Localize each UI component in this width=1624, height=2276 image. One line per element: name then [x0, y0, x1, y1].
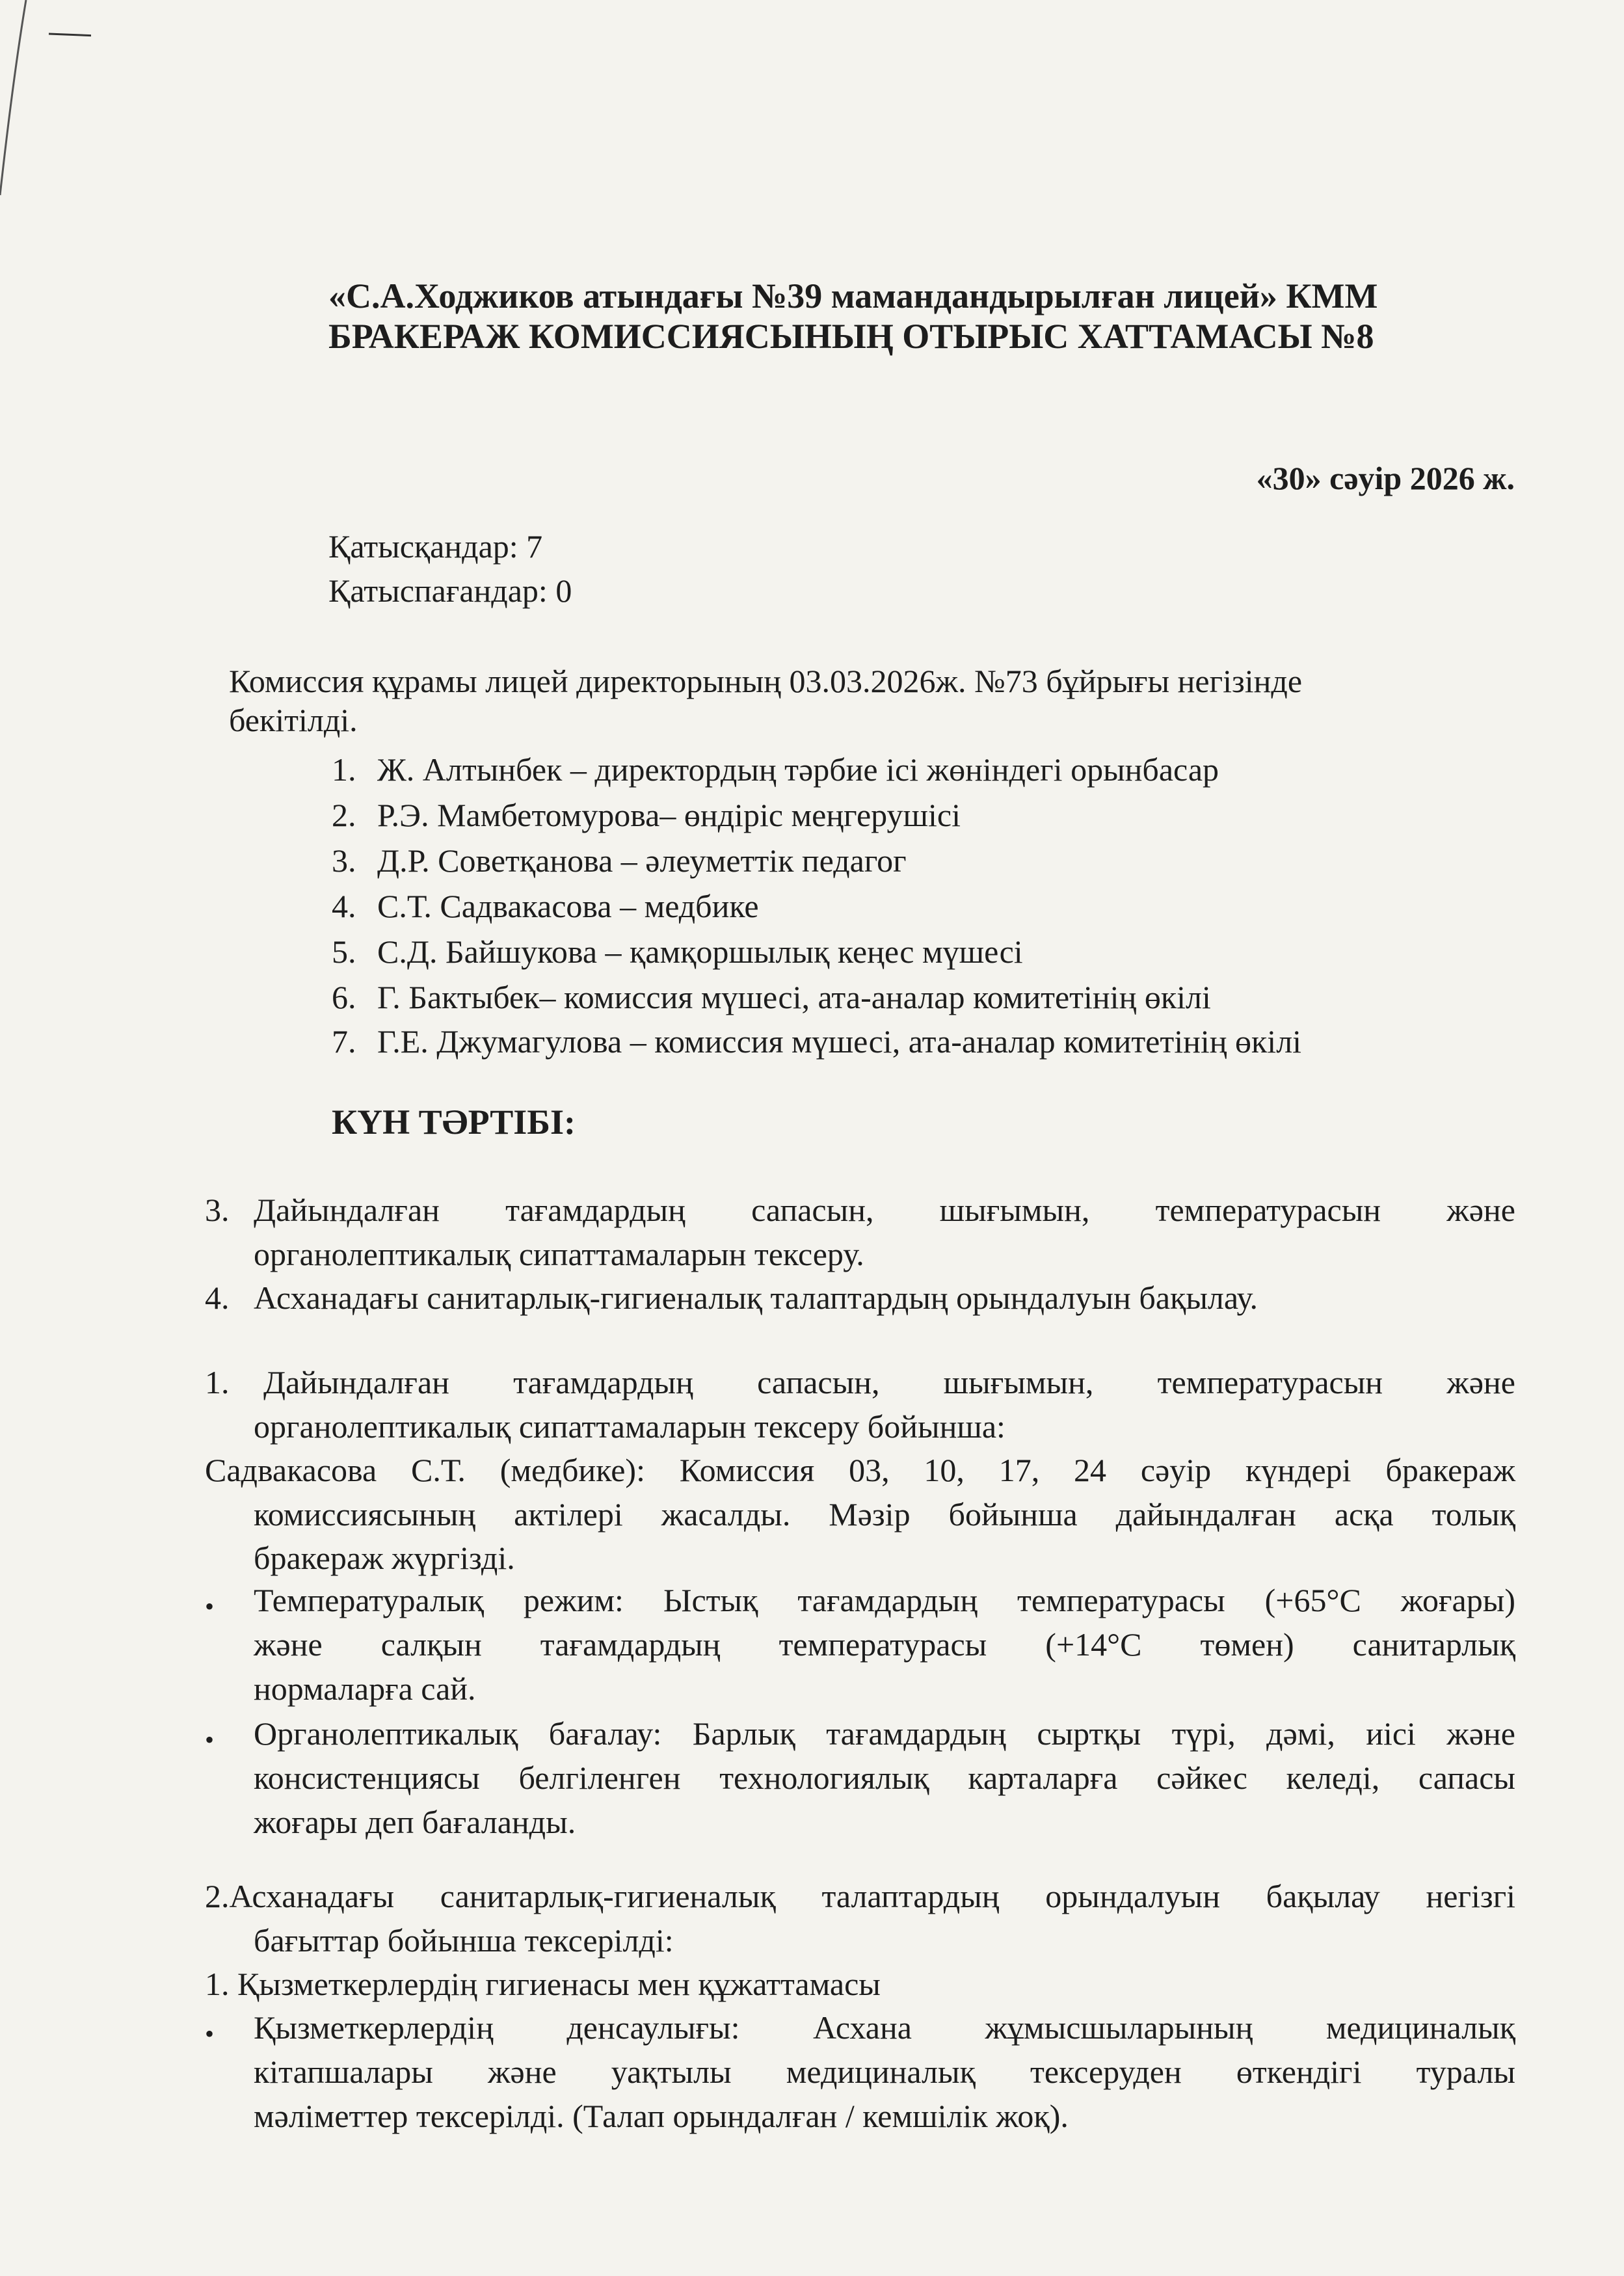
speaker-report-line3: бракераж жүргізді. [254, 1540, 515, 1576]
member-number: 2. [332, 797, 356, 833]
member-item: Ж. Алтынбек – директордың тәрбие ісі жөніндегі орынбасар [377, 751, 1219, 788]
absent-count: Қатыспағандар: 0 [328, 572, 572, 609]
section2-heading-line2: бағыттар бойынша тексерілді: [254, 1922, 674, 1959]
member-number: 3. [332, 842, 356, 879]
bullet-text-line: нормаларға сай. [254, 1670, 476, 1707]
member-number: 7. [332, 1023, 356, 1060]
member-item: Г.Е. Джумагулова – комиссия мүшесі, ата-аналар комитетінің өкілі [377, 1023, 1302, 1060]
bullet-text-line: кітапшалары және уақтылы медициналық тексеруден өткендігі туралы [254, 2054, 1515, 2090]
member-item: Д.Р. Советқанова – әлеуметтік педагог [377, 842, 907, 879]
protocol-title: БРАКЕРАЖ КОМИССИЯСЫНЫҢ ОТЫРЫС ХАТТАМАСЫ №8 [328, 317, 1374, 356]
agenda-item-line: органолептикалық сипаттамаларын тексеру. [254, 1236, 864, 1272]
member-number: 6. [332, 979, 356, 1015]
bullet-text-line: жоғары деп бағаланды. [254, 1804, 576, 1840]
agenda-item-number: 3. [205, 1192, 230, 1228]
bullet-text-line: және салқын тағамдардың температурасы (+14°C төмен) санитарлық [254, 1626, 1515, 1663]
bullet-icon: • [205, 2019, 215, 2048]
member-item: С.Т. Садвакасова – медбике [377, 888, 759, 924]
member-number: 1. [332, 751, 356, 788]
agenda-item-line: Асханадағы санитарлық-гигиеналық талаптардың орындалуын бақылау. [254, 1279, 1258, 1316]
agenda-item-number: 4. [205, 1279, 230, 1316]
composition-text-line1: Комиссия құрамы лицей директорының 03.03.2026ж. №73 бұйрығы негізінде [229, 663, 1303, 699]
speaker-report-line1: Садвакасова С.Т. (медбике): Комиссия 03, 10, 17, 24 сәуір күндері бракераж [205, 1452, 1515, 1488]
bullet-icon: • [205, 1725, 215, 1754]
section2-subheading: 1. Қызметкерлердің гигиенасы мен құжаттамасы [205, 1966, 881, 2002]
composition-text-line2: бекітілді. [229, 702, 358, 738]
member-item: С.Д. Байшукова – қамқоршылық кеңес мүшесі [377, 933, 1023, 970]
member-item: Р.Э. Мамбетомурова– өндіріс меңгерушісі [377, 797, 961, 833]
section1-heading-line2: органолептикалық сипаттамаларын тексеру бойынша: [254, 1408, 1005, 1445]
speaker-report-line2: комиссиясының актілері жасалды. Мәзір бойынша дайындалған асқа толық [254, 1496, 1515, 1533]
agenda-title: КҮН ТӘРТІБІ: [332, 1103, 576, 1142]
member-number: 4. [332, 888, 356, 924]
section-number: 1. [205, 1364, 230, 1400]
bullet-text-line: Органолептикалық бағалау: Барлық тағамдардың сыртқы түрі, дәмі, иісі және [254, 1715, 1515, 1752]
member-number: 5. [332, 933, 356, 970]
bullet-text-line: Қызметкерлердің денсаулығы: Асхана жұмысшыларының медициналық [254, 2009, 1515, 2046]
school-name-heading: «С.А.Ходжиков атындағы №39 мамандандырылған лицей» КММ [328, 276, 1378, 315]
section1-heading-line1: Дайындалған тағамдардың сапасын, шығымын, температурасын және [263, 1364, 1515, 1400]
bullet-icon: • [205, 1592, 215, 1621]
protocol-date: «30» сәуір 2026 ж. [1256, 460, 1515, 496]
bullet-text-line: консистенциясы белгіленген технологиялық карталарға сәйкес келеді, сапасы [254, 1760, 1515, 1796]
bullet-text-line: мәліметтер тексерілді. (Талап орындалған / кемшілік жоқ). [254, 2098, 1069, 2134]
bullet-text-line: Температуралық режим: Ыстық тағамдардың температурасы (+65°C жоғары) [254, 1582, 1515, 1618]
section2-heading-line1: 2.Асханадағы санитарлық-гигиеналық талаптардың орындалуын бақылау негізгі [205, 1878, 1515, 1914]
member-item: Г. Бактыбек– комиссия мүшесі, ата-аналар комитетінің өкілі [377, 979, 1211, 1015]
agenda-item-line: Дайындалған тағамдардың сапасын, шығымын, температурасын және [254, 1192, 1515, 1228]
present-count: Қатысқандар: 7 [328, 528, 543, 565]
